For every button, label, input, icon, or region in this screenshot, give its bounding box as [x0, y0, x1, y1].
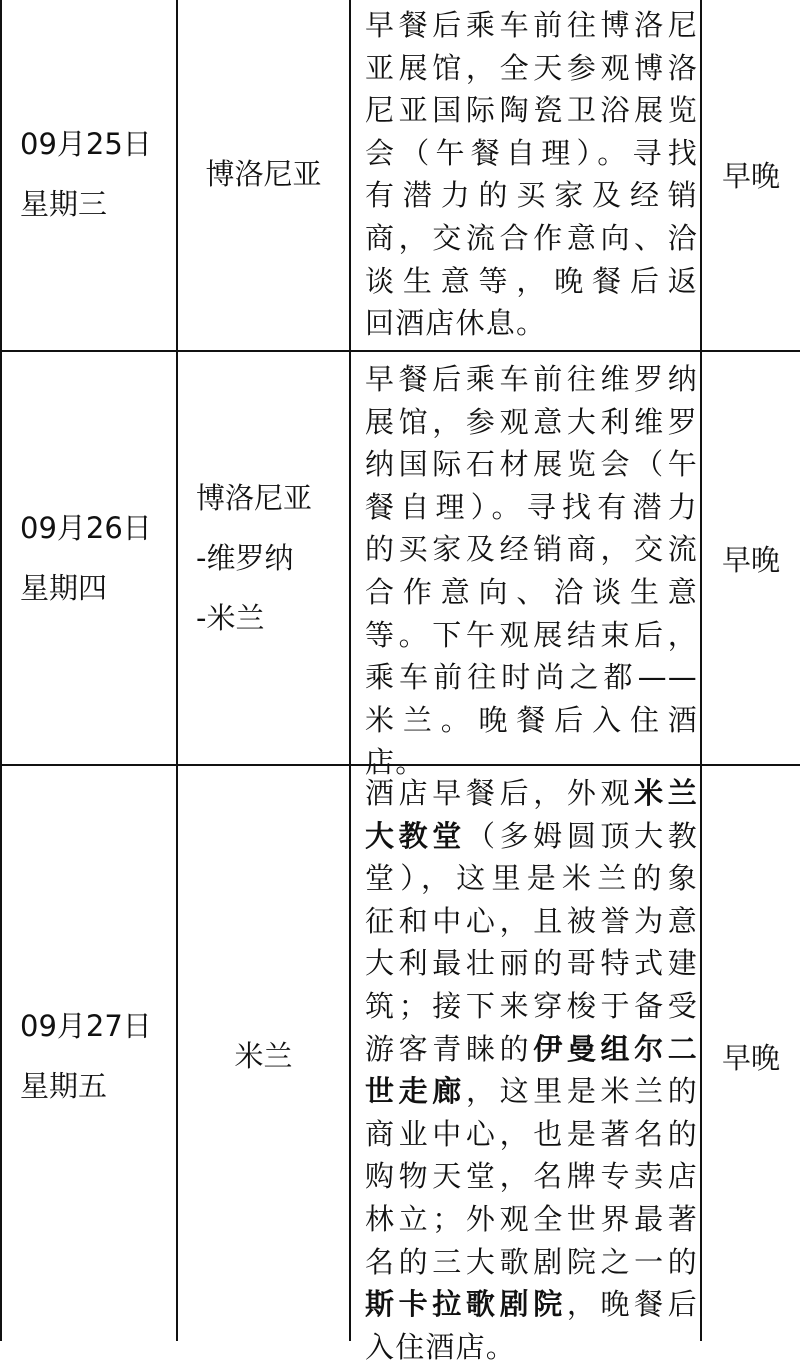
description-text: 名的三大歌剧院之一的 — [365, 1244, 698, 1279]
description-text: 等。下午观展结束后， — [365, 617, 698, 652]
date-text: 09月25日 — [20, 127, 152, 161]
description-text: 筑；接下来穿梭于备受 — [365, 988, 698, 1023]
description-line — [365, 1155, 700, 1198]
city-text: 米兰 — [234, 1039, 293, 1073]
description-line — [365, 614, 700, 657]
description-line — [365, 815, 700, 858]
description-text: 游客青睐的 — [365, 1031, 534, 1066]
description-text: 合作意向、洽谈生意 — [365, 574, 698, 609]
description-line — [365, 443, 700, 486]
city-text: 博洛尼亚 — [205, 157, 322, 191]
description-cell — [351, 352, 700, 780]
description-line — [365, 1283, 700, 1326]
highlighted-place-name: 大教堂 — [365, 818, 466, 853]
description-text: 谈生意等，晚餐后返 — [365, 263, 698, 298]
description-line — [365, 571, 700, 614]
description-line — [365, 1241, 700, 1284]
description-line — [365, 699, 700, 742]
highlighted-place-name: 斯卡拉歌剧院 — [365, 1287, 567, 1322]
description-text: 大利最壮丽的哥特式建 — [365, 946, 698, 981]
description-line — [365, 1070, 700, 1113]
weekday-text: 星期五 — [20, 1069, 108, 1103]
description-text: 米兰。晚餐后入住酒 — [365, 702, 698, 737]
date-cell — [2, 766, 176, 1346]
description-text: 有潜力的买家及经销 — [365, 178, 698, 213]
description-text: 尼亚国际陶瓷卫浴展览 — [365, 93, 698, 128]
description-text: 林立；外观全世界最著 — [365, 1201, 698, 1236]
description-line — [365, 1326, 700, 1368]
date-text: 09月27日 — [20, 1009, 152, 1043]
description-line — [365, 4, 700, 47]
city-cell — [178, 0, 349, 350]
meal-cell — [702, 352, 800, 764]
description-cell — [351, 0, 700, 350]
highlighted-place-name: 伊曼组尔二 — [533, 1031, 698, 1066]
date-cell — [2, 0, 176, 350]
meal-text: 早晚 — [721, 158, 780, 193]
description-text: 店。 — [365, 745, 426, 780]
description-line — [365, 401, 700, 444]
description-line — [365, 942, 700, 985]
description-text: 征和中心，且被誉为意 — [365, 903, 698, 938]
description-text: 的买家及经销商，交流 — [365, 532, 698, 567]
description-text: 展馆，参观意大利维罗 — [365, 404, 698, 439]
description-line — [365, 528, 700, 571]
description-text: 餐自理）。寻找有潜力 — [365, 489, 698, 524]
description-text: ，晚餐后 — [566, 1287, 698, 1322]
description-line — [365, 217, 700, 260]
description-text: 回酒店休息。 — [365, 306, 547, 341]
description-line — [365, 260, 700, 303]
description-cell — [351, 766, 700, 1364]
description-line — [365, 132, 700, 175]
description-text: 购物天堂，名牌专卖店 — [365, 1159, 698, 1194]
description-line — [365, 358, 700, 401]
description-line — [365, 1028, 700, 1071]
description-text: 亚展馆，全天参观博洛 — [365, 50, 698, 85]
city-text: -维罗纳 — [196, 541, 294, 575]
table-row — [0, 766, 800, 1364]
weekday-text: 星期三 — [20, 187, 108, 221]
description-text: 早餐后乘车前往博洛尼 — [365, 8, 698, 42]
weekday-text: 星期四 — [20, 571, 108, 605]
description-line — [365, 1198, 700, 1241]
description-text: 商业中心，也是著名的 — [365, 1116, 698, 1151]
description-text: 堂），这里是米兰的象 — [365, 861, 698, 896]
highlighted-place-name: 米兰 — [634, 776, 698, 810]
description-text: 早餐后乘车前往维罗纳 — [365, 362, 698, 396]
description-line — [365, 857, 700, 900]
table-row — [0, 0, 800, 352]
description-line — [365, 1113, 700, 1156]
meal-cell — [702, 766, 800, 1346]
city-cell — [178, 352, 349, 764]
meal-cell — [702, 0, 800, 350]
meal-text: 早晚 — [721, 542, 780, 577]
description-text: （多姆圆顶大教 — [465, 818, 698, 853]
description-text: ，这里是米兰的 — [465, 1074, 698, 1109]
description-line — [365, 900, 700, 943]
description-text: 酒店早餐后，外观 — [365, 776, 635, 810]
city-cell — [178, 766, 349, 1346]
description-line — [365, 486, 700, 529]
date-text: 09月26日 — [20, 511, 152, 545]
description-line — [365, 302, 700, 345]
highlighted-place-name: 世走廊 — [365, 1074, 466, 1109]
description-text: 乘车前往时尚之都—— — [365, 660, 698, 695]
date-cell — [2, 352, 176, 764]
description-text: 商，交流合作意向、洽 — [365, 220, 698, 255]
description-line — [365, 772, 700, 815]
description-text: 入住酒店。 — [365, 1329, 517, 1364]
table-row — [0, 352, 800, 780]
description-text: 会（午餐自理）。寻找 — [365, 135, 698, 170]
description-line — [365, 985, 700, 1028]
description-line — [365, 47, 700, 90]
meal-text: 早晚 — [721, 1040, 780, 1075]
city-text: -米兰 — [196, 601, 265, 635]
city-text: 博洛尼亚 — [196, 481, 313, 515]
description-line — [365, 174, 700, 217]
description-line — [365, 656, 700, 699]
description-line — [365, 89, 700, 132]
description-text: 纳国际石材展览会（午 — [365, 447, 698, 482]
